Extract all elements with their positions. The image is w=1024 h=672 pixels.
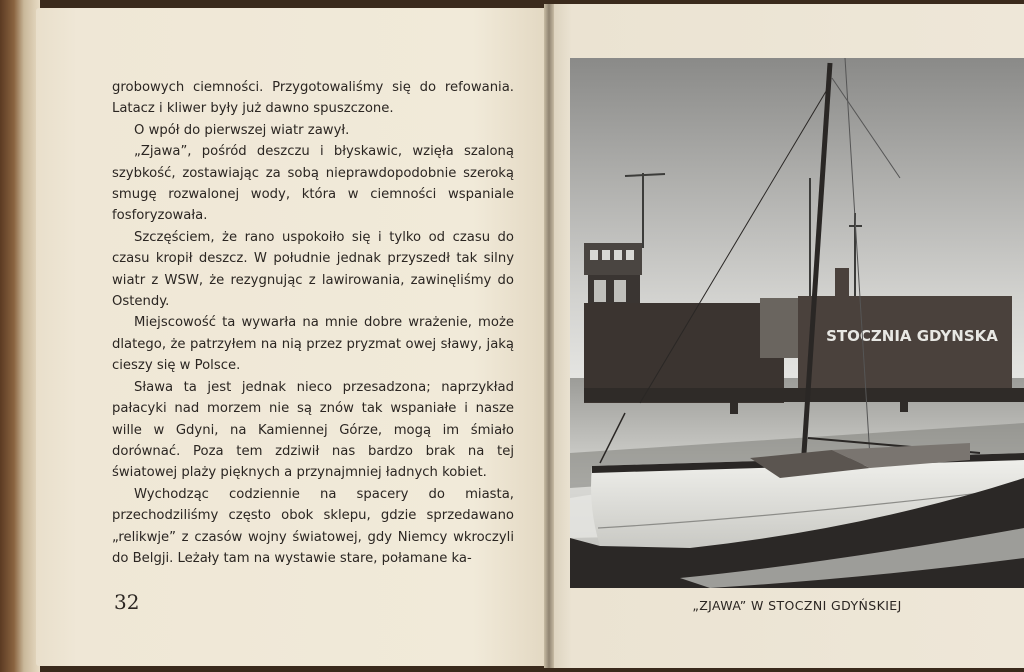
paragraph: O wpół do pierwszej wiatr zawył. (134, 122, 350, 138)
paragraph: Wychodząc codziennie na spacery do miasta, przechodziliśmy często obok sklepu, gdzie sprzedawano „relikwje” z czasów wojny światowej, gdy Niemcy wkroczyli do Belgji. Leżały tam na wystawie stare, połamane ka- (112, 486, 514, 566)
shipyard-sign-text: STOCZNIA GDYNSKA (826, 327, 998, 345)
photo-caption: „ZJAWA” W STOCZNI GDYŃSKIEJ (692, 598, 902, 613)
paragraph: Miejscowość ta wywarła na mnie dobre wrażenie, może dlatego, że patrzyłem na nią przez pryzmat owej sławy, jaką cieszy się w Polsce. (112, 315, 514, 374)
paragraph: „Zjawa”, pośród deszczu i błyskawic, wzięła szaloną szybkość, zostawiając za sobą nieprawdopodobnie szeroką smugę rozwalonej wody, która w ciemności wspaniale fosforyzowała. (112, 144, 514, 224)
book-edge (0, 0, 40, 672)
page-number: 32 (114, 590, 140, 614)
left-page-text (112, 77, 514, 569)
book-gutter (544, 4, 554, 668)
paragraph: Sława ta jest jednak nieco przesadzona; naprzykład pałacyki nad morzem nie są znów tak wspaniałe i nasze wille w Gdyni, na Kamiennej Górze, mogą im śmiało dorównać. Poza tem zdziwił nas bardzo brak na tej światowej plaży pięknych a przynajmniej ładnych kobiet. (112, 379, 514, 481)
paragraph: grobowych ciemności. Przygotowaliśmy się do refowania. Latacz i kliwer były już dawno spuszczone. (112, 80, 514, 117)
paragraph: Szczęściem, że rano uspokoiło się i tylko od czasu do czasu kropił deszcz. W południe jednak przyszedł tak silny wiatr z WSW, że rezygnując z lawirowania, zawinęliśmy do Ostendy. (112, 229, 514, 310)
photo-zjawa-shipyard (570, 58, 1024, 588)
